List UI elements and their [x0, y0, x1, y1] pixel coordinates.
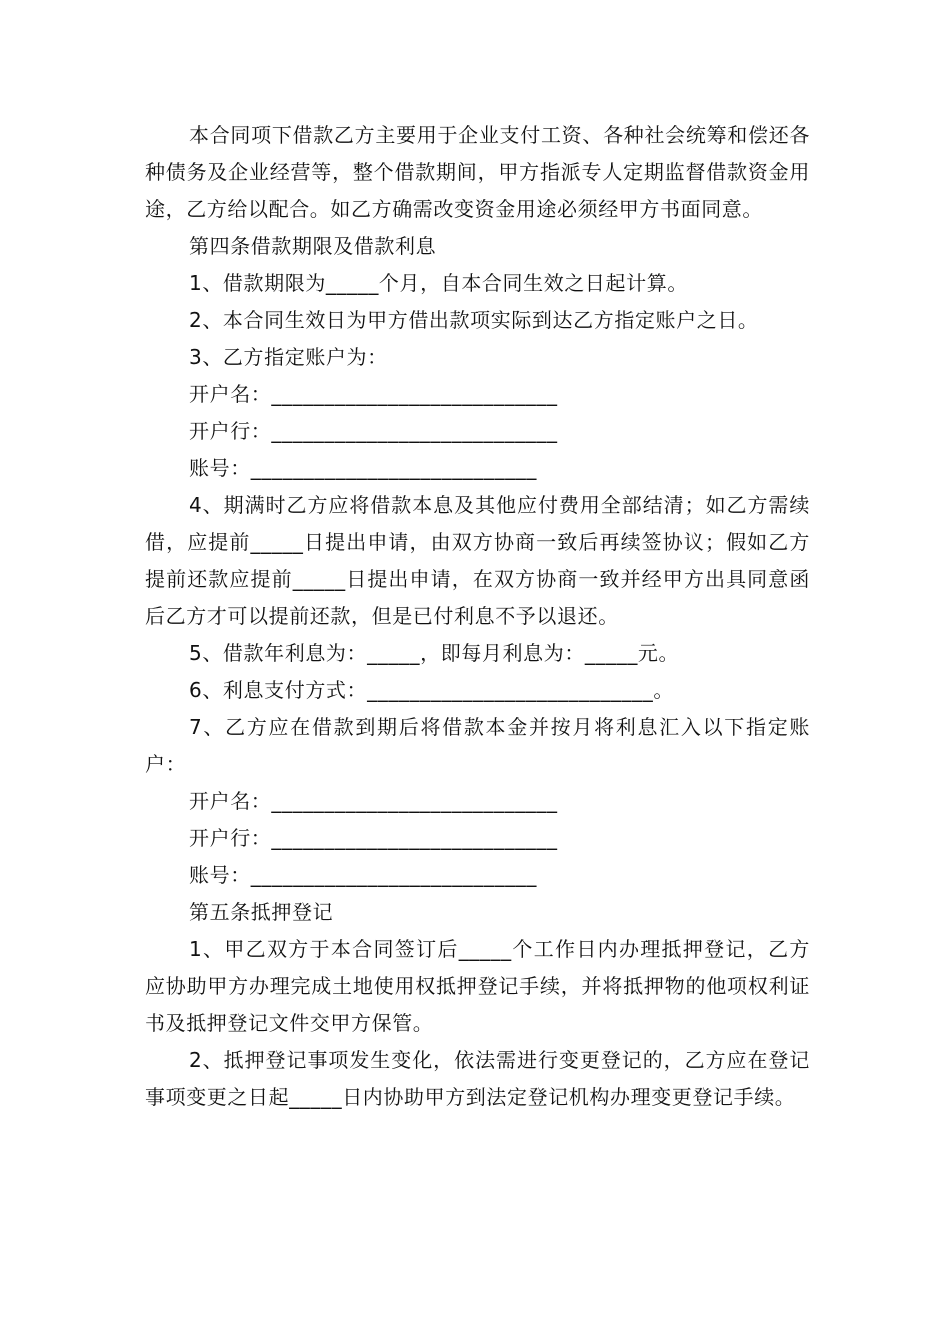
repay-account-bank-field: 开户行：___________________________	[189, 826, 558, 850]
clause-5-2-change-registration: 2、抵押登记事项发生变化，依法需进行变更登记的，乙方应在登记事项变更之日起_____日内协助甲方到法定登记机构办理变更登记手续。	[145, 1048, 810, 1109]
account-bank-field: 开户行：___________________________	[189, 419, 558, 443]
repay-account-holder-field: 开户名：___________________________	[189, 789, 558, 813]
clause-4-3-designated-account: 3、乙方指定账户为：	[189, 345, 388, 369]
account-holder-field: 开户名：___________________________	[189, 382, 558, 406]
clause-4-1-loan-term: 1、借款期限为_____个月，自本合同生效之日起计算。	[189, 271, 688, 295]
clause-4-2-effective-date: 2、本合同生效日为甲方借出款项实际到达乙方指定账户之日。	[189, 308, 759, 332]
heading-article-4: 第四条借款期限及借款利息	[189, 234, 437, 258]
account-number-field: 账号：___________________________	[189, 456, 537, 480]
clause-4-5-interest-rate: 5、借款年利息为：_____，即每月利息为：_____元。	[189, 641, 680, 665]
repay-account-number-field: 账号：___________________________	[189, 863, 537, 887]
clause-4-7-repayment-account: 7、乙方应在借款到期后将借款本金并按月将利息汇入以下指定账户：	[145, 715, 810, 776]
document-page	[145, 117, 810, 1116]
clause-4-6-interest-payment: 6、利息支付方式：___________________________。	[189, 678, 674, 702]
paragraph-loan-purpose: 本合同项下借款乙方主要用于企业支付工资、各种社会统筹和偿还各种债务及企业经营等，整个借款期间，甲方指派专人定期监督借款资金用途，乙方给以配合。如乙方确需改变资金用途必须经甲方书面同意。	[145, 123, 810, 221]
heading-article-5: 第五条抵押登记	[189, 900, 334, 924]
clause-4-4-repayment: 4、期满时乙方应将借款本息及其他应付费用全部结清；如乙方需续借，应提前_____日提出申请，由双方协商一致后再续签协议；假如乙方提前还款应提前_____日提出申请，在双方协商一致并经甲方出具同意函后乙方才可以提前还款，但是已付利息不予以退还。	[145, 493, 810, 628]
clause-5-1-registration: 1、甲乙双方于本合同签订后_____个工作日内办理抵押登记，乙方应协助甲方办理完成土地使用权抵押登记手续，并将抵押物的他项权利证书及抵押登记文件交甲方保管。	[145, 937, 810, 1035]
